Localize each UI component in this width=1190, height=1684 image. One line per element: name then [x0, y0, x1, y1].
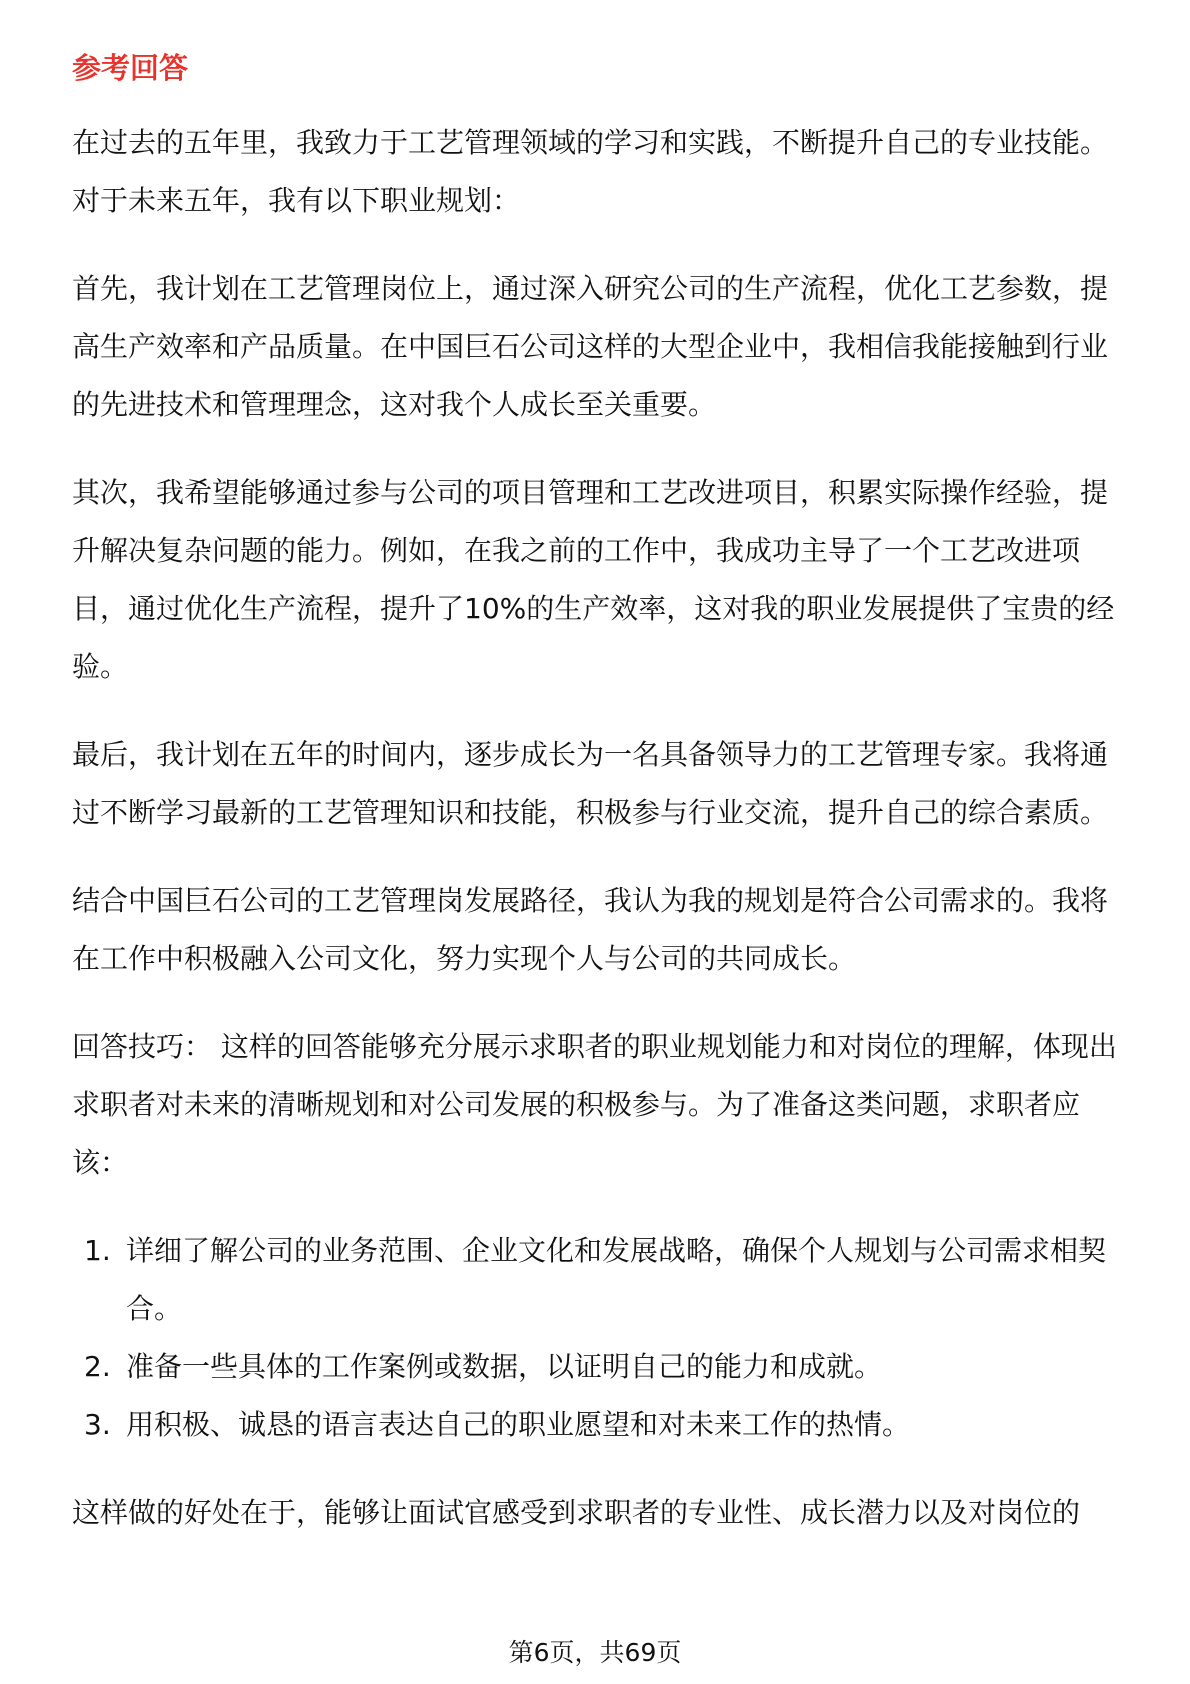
- paragraph-first: 首先，我计划在工艺管理岗位上，通过深入研究公司的生产流程，优化工艺参数，提高生产效率和产品质量。在中国巨石公司这样的大型企业中，我相信我能接触到行业的先进技术和管理理念，这对我个人成长至关重要。: [72, 272, 1109, 421]
- list-item: [72, 1222, 1132, 1338]
- paragraph-last: 最后，我计划在五年的时间内，逐步成长为一名具备领导力的工艺管理专家。我将通过不断学习最新的工艺管理知识和技能，积极参与行业交流，提升自己的综合素质。: [72, 738, 1109, 829]
- list-item-number: 2.: [84, 1350, 111, 1383]
- section-heading: 参考回答: [72, 51, 189, 85]
- paragraph-tips: 回答技巧： 这样的回答能够充分展示求职者的职业规划能力和对岗位的理解，体现出求职者对未来的清晰规划和对公司发展的积极参与。为了准备这类问题，求职者应该：: [72, 1030, 1117, 1179]
- paragraph-intro: 在过去的五年里，我致力于工艺管理领域的学习和实践，不断提升自己的专业技能。对于未来五年，我有以下职业规划：: [72, 126, 1109, 217]
- list-item: [72, 1338, 1132, 1396]
- paragraph-closing: 这样做的好处在于，能够让面试官感受到求职者的专业性、成长潜力以及对岗位的: [72, 1496, 1081, 1529]
- document-body: [72, 114, 1132, 1572]
- paragraph-second: 其次，我希望能够通过参与公司的项目管理和工艺改进项目，积累实际操作经验，提升解决复杂问题的能力。例如，在我之前的工作中，我成功主导了一个工艺改进项目，通过优化生产流程，提升了10%的生产效率，这对我的职业发展提供了宝贵的经验。: [72, 476, 1115, 683]
- list-item-text: 用积极、诚恳的语言表达自己的职业愿望和对未来工作的热情。: [126, 1408, 911, 1441]
- tips-list: [72, 1222, 1132, 1454]
- paragraph-conclusion: 结合中国巨石公司的工艺管理岗发展路径，我认为我的规划是符合公司需求的。我将在工作中积极融入公司文化，努力实现个人与公司的共同成长。: [72, 884, 1109, 975]
- list-item-number: 3.: [84, 1408, 111, 1441]
- list-item-number: 1.: [84, 1234, 111, 1267]
- list-item: [72, 1396, 1132, 1454]
- list-item-text: 准备一些具体的工作案例或数据，以证明自己的能力和成就。: [126, 1350, 883, 1383]
- list-item-text: 详细了解公司的业务范围、企业文化和发展战略，确保个人规划与公司需求相契合。: [126, 1234, 1107, 1325]
- page-number: 第6页，共69页: [508, 1638, 682, 1667]
